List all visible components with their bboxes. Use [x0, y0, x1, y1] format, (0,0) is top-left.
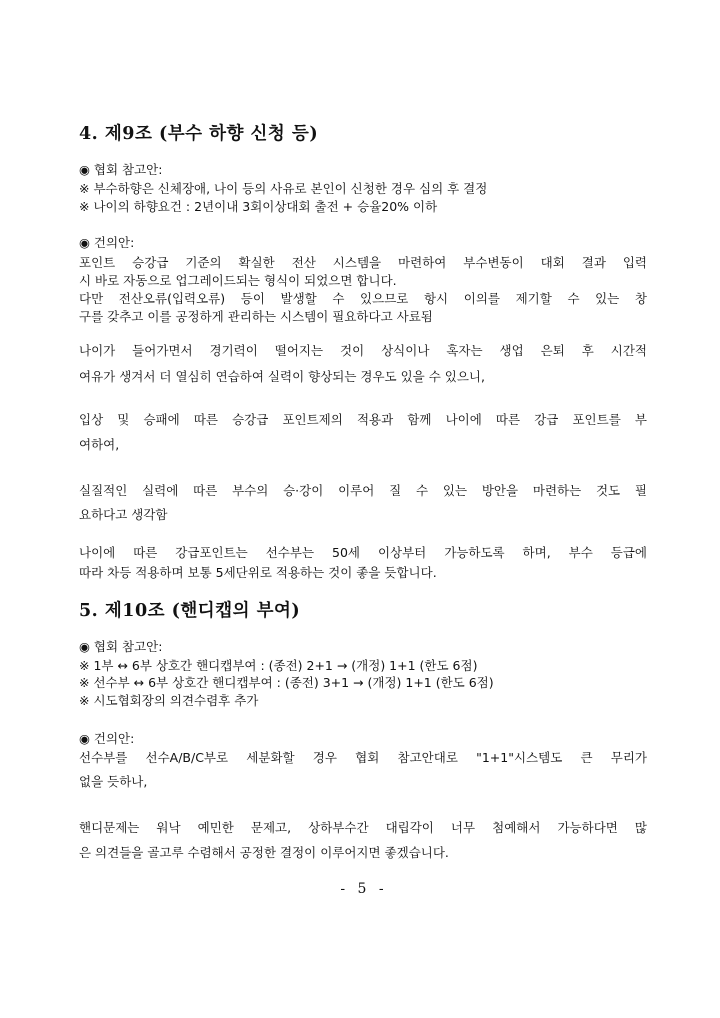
- section-4-proposal-line: ※ 부수하향은 신체장애, 나이 등의 사유로 본인이 신청한 경우 심의 후 결정: [79, 181, 488, 196]
- section-4-opinion-line: 시 바로 자동으로 업그레이드되는 형식이 되었으면 합니다.: [79, 273, 397, 288]
- section-4-proposal-line: ※ 나이의 하향요건 : 2년이내 3회이상대회 출전 + 승율20% 이하: [79, 199, 438, 214]
- section-4-opinion-line: 포인트 승강급 기준의 확실한 전산 시스템을 마련하여 부수변동이 대회 결과 입력: [79, 255, 647, 270]
- section-5-proposal-line: ※ 1부 ↔ 6부 상호간 핸디캡부여 : (종전) 2+1 → (개정) 1+1 (한도 6점): [79, 658, 478, 673]
- section-4-opinion-line: 실질적인 실력에 따른 부수의 승·강이 이루어 질 수 있는 방안을 마련하는 것도 필: [79, 483, 647, 498]
- section-4-opinion-line: 여유가 생겨서 더 열심히 연습하여 실력이 향상되는 경우도 있을 수 있으니,: [79, 369, 485, 384]
- section-5-opinion-line: 핸디문제는 워낙 예민한 문제고, 상하부수간 대립각이 너무 첨예해서 가능하다면 많: [79, 820, 647, 835]
- section-4-opinion-line: 나이가 들어가면서 경기력이 떨어지는 것이 상식이나 혹자는 생업 은퇴 후 시간적: [79, 343, 647, 358]
- section-5-opinion-line: 없을 듯하나,: [79, 774, 148, 789]
- section-4-opinion-line: 따라 차등 적용하며 보통 5세단위로 적용하는 것이 좋을 듯합니다.: [79, 565, 437, 580]
- section-4-opinion-line: 입상 및 승패에 따른 승강급 포인트제의 적용과 함께 나이에 따른 강급 포인트를 부: [79, 412, 647, 427]
- section-4-opinion-line: 여하여,: [79, 437, 120, 452]
- section-5-opinion-line: 은 의견들을 골고루 수렴해서 공정한 결정이 이루어지면 좋겠습니다.: [79, 845, 449, 860]
- section-5-proposal-label: ◉ 협회 참고안:: [79, 639, 163, 654]
- section-4-heading: 4. 제9조 (부수 하향 신청 등): [79, 124, 319, 144]
- page-number: - 5 -: [340, 881, 388, 897]
- section-5-opinion-line: 선수부를 선수A/B/C부로 세분화할 경우 협회 참고안대로 "1+1"시스템도 큰 무리가: [79, 750, 647, 765]
- section-5-heading: 5. 제10조 (핸디캡의 부여): [79, 601, 301, 621]
- section-5-proposal-line: ※ 시도협회장의 의견수렴후 추가: [79, 693, 259, 708]
- section-4-proposal-label: ◉ 협회 참고안:: [79, 162, 163, 177]
- section-5-opinion-label: ◉ 건의안:: [79, 731, 135, 746]
- section-5-proposal-line: ※ 선수부 ↔ 6부 상호간 핸디캡부여 : (종전) 3+1 → (개정) 1+1 (한도 6점): [79, 675, 494, 690]
- section-4-opinion-line: 다만 전산오류(입력오류) 등이 발생할 수 있으므로 항시 이의를 제기할 수 있는 창: [79, 291, 647, 306]
- section-4-opinion-line: 요하다고 생각함: [79, 507, 168, 522]
- section-4-opinion-line: 구를 갖추고 이를 공정하게 관리하는 시스템이 필요하다고 사료됨: [79, 309, 433, 324]
- section-4-opinion-label: ◉ 건의안:: [79, 235, 135, 250]
- section-4-opinion-line: 나이에 따른 강급포인트는 선수부는 50세 이상부터 가능하도록 하며, 부수 등급에: [79, 545, 647, 560]
